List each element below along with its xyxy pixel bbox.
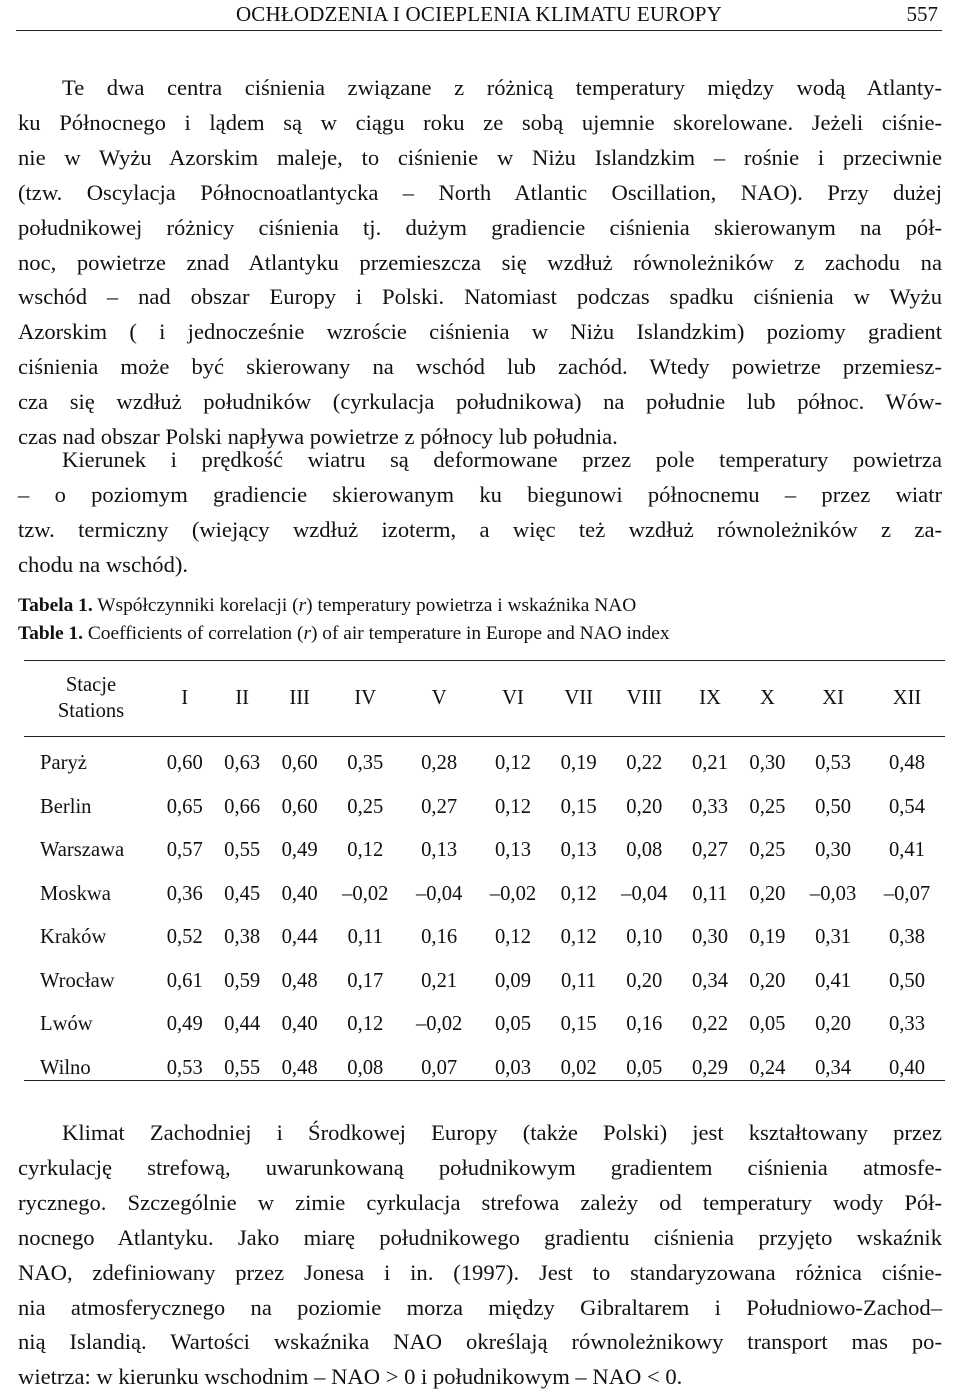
month-header: IV — [354, 686, 377, 709]
correlation-value: 0,16 — [421, 926, 458, 949]
correlation-value: 0,07 — [421, 1056, 458, 1079]
table-header-row — [26, 662, 944, 734]
month-header: V — [431, 686, 447, 709]
correlation-value: 0,44 — [281, 926, 318, 949]
correlation-value: 0,22 — [626, 752, 663, 775]
text-line: nia atmosferycznego na poziomie morza między Gibraltarem i Południowo-Zachod– — [18, 1294, 942, 1320]
correlation-value: 0,30 — [815, 839, 852, 862]
correlation-value: 0,36 — [166, 882, 203, 905]
correlation-value: 0,50 — [815, 795, 852, 818]
correlation-value: 0,13 — [421, 839, 458, 862]
correlation-value: 0,12 — [494, 752, 532, 775]
text-line: (tzw. Oscylacja Północnoatlantycka – North Atlantic Oscillation, NAO). Przy dużej — [18, 179, 942, 205]
text-line: noc, powietrze znad Atlantyku przemieszcza się wzdłuż równoleżników z zachodu na — [18, 249, 942, 275]
correlation-value: 0,40 — [281, 882, 318, 905]
correlation-value: 0,19 — [560, 752, 597, 775]
station-name: Warszawa — [40, 839, 125, 862]
correlation-value: 0,27 — [691, 839, 728, 862]
correlation-value: 0,21 — [691, 752, 728, 775]
caption-label-en: Table 1. — [18, 623, 84, 644]
correlation-value: –0,02 — [489, 882, 537, 905]
correlation-value: 0,48 — [281, 969, 318, 992]
caption-symbol-en: r — [303, 623, 311, 644]
correlation-value: 0,31 — [815, 926, 852, 949]
correlation-value: 0,20 — [749, 969, 786, 992]
correlation-value: 0,22 — [691, 1013, 728, 1036]
correlation-value: 0,25 — [347, 795, 384, 818]
correlation-value: 0,50 — [888, 969, 926, 992]
correlation-value: 0,61 — [166, 969, 203, 992]
correlation-value: –0,04 — [621, 882, 668, 905]
table-row — [26, 960, 944, 1004]
caption-symbol-pl: r — [298, 595, 307, 616]
correlation-value: 0,41 — [815, 969, 852, 992]
correlation-value: –0,04 — [415, 882, 463, 905]
correlation-value: 0,53 — [815, 752, 852, 775]
correlation-value: 0,34 — [691, 969, 728, 992]
station-column-header — [26, 662, 156, 734]
correlation-value: 0,13 — [560, 839, 597, 862]
month-header: X — [759, 686, 775, 709]
correlation-value: 0,44 — [224, 1013, 261, 1036]
correlation-value: 0,40 — [888, 1056, 926, 1079]
table-top-rule — [24, 660, 945, 661]
text-line: południkowej różnicy ciśnienia tj. dużym gradiencie ciśnienia skierowanym na pół- — [18, 214, 942, 240]
text-line: tzw. termiczny (wiejący wzdłuż izoterm, a więc też wzdłuż równoleżników z za- — [18, 516, 942, 542]
correlation-value: 0,25 — [749, 839, 786, 862]
correlation-value: 0,55 — [224, 1056, 261, 1079]
correlation-value: 0,12 — [494, 926, 532, 949]
correlation-value: 0,05 — [626, 1056, 663, 1079]
text-line: Azorskim ( i jednocześnie wzroście ciśnienia w Niżu Islandzkim) poziomy gradient — [18, 319, 942, 345]
correlation-value: 0,20 — [626, 969, 663, 992]
correlation-value: 0,63 — [224, 752, 261, 775]
month-header: VIII — [626, 686, 663, 709]
correlation-value: –0,03 — [809, 882, 857, 905]
correlation-value: 0,12 — [347, 1013, 384, 1036]
correlation-value: 0,66 — [224, 795, 261, 818]
correlation-value: 0,60 — [281, 752, 318, 775]
station-name: Moskwa — [40, 882, 111, 905]
correlation-value: 0,29 — [691, 1056, 728, 1079]
correlation-value: 0,15 — [560, 795, 597, 818]
correlation-value: 0,19 — [749, 926, 786, 949]
month-header: IX — [699, 686, 721, 709]
correlation-value: 0,09 — [494, 969, 532, 992]
text-line: cyrkulację strefową, uwarunkowaną południkowym gradientem ciśnienia atmosfe- — [18, 1154, 942, 1180]
month-header: VI — [502, 686, 524, 709]
correlation-value: 0,52 — [166, 926, 203, 949]
table-caption-pl — [18, 592, 636, 620]
month-header: III — [289, 686, 310, 709]
table-row — [26, 786, 944, 830]
caption-text-en-b: ) of air temperature in Europe and NAO index — [310, 623, 670, 644]
correlation-value: 0,49 — [166, 1013, 203, 1036]
caption-text-pl-a: Współczynniki korelacji ( — [92, 595, 299, 616]
paragraph-zonal-circulation — [18, 1116, 942, 1395]
correlation-value: 0,53 — [166, 1056, 203, 1079]
correlation-value: 0,28 — [421, 752, 458, 775]
correlation-value: 0,54 — [888, 795, 926, 818]
text-line: wschód – nad obszar Europy i Polski. Natomiast podczas spadku ciśnienia w Wyżu — [18, 284, 942, 310]
running-header — [16, 0, 942, 31]
correlation-value: 0,30 — [749, 752, 786, 775]
caption-label-pl: Tabela 1. — [18, 595, 93, 616]
correlation-value: 0,30 — [691, 926, 728, 949]
correlation-value: 0,08 — [626, 839, 663, 862]
page-number: 557 — [906, 2, 938, 26]
month-header: II — [235, 686, 250, 709]
table-body — [26, 734, 944, 1090]
correlation-value: 0,12 — [494, 795, 532, 818]
correlation-value: 0,20 — [815, 1013, 852, 1036]
text-line: ciśnienia może być skierowany na wschód lub zachód. Wtedy powietrze przemiesz- — [18, 354, 942, 380]
station-name: Kraków — [40, 926, 107, 949]
correlation-value: 0,33 — [691, 795, 728, 818]
correlation-value: 0,48 — [281, 1056, 318, 1079]
correlation-value: 0,16 — [626, 1013, 663, 1036]
correlation-value: 0,27 — [421, 795, 458, 818]
text-line: ku Północnego i lądem są w ciągu roku ze sobą ujemnie skorelowane. Jeżeli ciśnie- — [18, 109, 942, 135]
paragraph-wind-direction — [18, 443, 942, 583]
station-name: Lwów — [40, 1013, 93, 1036]
text-line: – o poziomym gradiencie skierowanym ku biegunowi północnemu – przez wiatr — [18, 481, 942, 507]
table-row — [26, 873, 944, 917]
station-name: Wrocław — [40, 969, 115, 992]
correlation-value: 0,49 — [281, 839, 318, 862]
text-line: chodu na wschód). — [18, 551, 189, 577]
table-caption-en — [18, 620, 670, 648]
correlation-value: 0,21 — [421, 969, 458, 992]
correlation-value: 0,20 — [749, 882, 786, 905]
station-name: Wilno — [40, 1056, 91, 1079]
correlation-value: 0,34 — [815, 1056, 852, 1079]
station-header-pl: Stacje — [65, 674, 117, 696]
correlation-value: –0,02 — [342, 882, 389, 905]
station-name: Berlin — [40, 795, 92, 818]
text-line: Kierunek i prędkość wiatru są deformowane przez pole temperatury powietrza — [62, 447, 942, 472]
month-header: XII — [892, 686, 922, 709]
correlation-value: 0,11 — [692, 882, 728, 905]
correlation-value: 0,10 — [626, 926, 663, 949]
paragraph-nao-pressure — [18, 71, 942, 455]
correlation-value: 0,05 — [494, 1013, 532, 1036]
table-row — [26, 916, 944, 960]
text-line: czas nad obszar Polski napływa powietrze z północy lub południa. — [18, 424, 618, 450]
correlation-value: 0,11 — [561, 969, 597, 992]
running-title: OCHŁODZENIA I OCIEPLENIA KLIMATU EUROPY — [235, 2, 723, 26]
correlation-value: 0,65 — [166, 795, 203, 818]
correlation-value: 0,57 — [166, 839, 203, 862]
month-header: VII — [564, 686, 593, 709]
table-row — [26, 734, 944, 786]
correlation-value: 0,24 — [749, 1056, 786, 1079]
correlation-table — [26, 662, 944, 1090]
caption-text-en-a: Coefficients of correlation ( — [83, 623, 304, 644]
text-line: cza się wzdłuż południków (cyrkulacja południkowa) na południe lub północ. Wów- — [18, 389, 942, 415]
correlation-value: 0,05 — [749, 1013, 786, 1036]
correlation-value: 0,12 — [347, 839, 384, 862]
text-line: Klimat Zachodniej i Środkowej Europy (także Polski) jest kształtowany przez — [62, 1120, 942, 1145]
correlation-value: 0,55 — [224, 839, 261, 862]
correlation-value: 0,45 — [224, 882, 261, 905]
correlation-value: 0,60 — [166, 752, 203, 775]
correlation-value: 0,15 — [560, 1013, 597, 1036]
text-line: nią Islandią. Wartości wskaźnika NAO określają równoleżnikowy transport mas po- — [18, 1329, 942, 1355]
correlation-value: 0,41 — [888, 839, 926, 862]
text-line: nie w Wyżu Azorskim maleje, to ciśnienie w Niżu Islandzkim – rośnie i przeciwnie — [18, 144, 942, 170]
correlation-value: 0,59 — [224, 969, 261, 992]
correlation-value: –0,02 — [415, 1013, 463, 1036]
station-name: Paryż — [40, 752, 87, 775]
correlation-value: 0,38 — [224, 926, 261, 949]
text-line: rycznego. Szczególnie w zimie cyrkulacja strefowa zależy od temperatury wody Pół- — [18, 1189, 942, 1215]
correlation-value: 0,12 — [560, 882, 597, 905]
correlation-value: 0,11 — [347, 926, 383, 949]
correlation-value: 0,33 — [888, 1013, 926, 1036]
text-line: Te dwa centra ciśnienia związane z różnicą temperatury między wodą Atlanty- — [62, 75, 942, 100]
correlation-value: 0,17 — [347, 969, 384, 992]
text-line: nocnego Atlantyku. Jako miarę południkowego gradientu ciśnienia przyjęto wskaźnik — [18, 1224, 942, 1250]
table-row — [26, 1003, 944, 1047]
month-header: I — [181, 686, 189, 709]
correlation-value: 0,20 — [626, 795, 663, 818]
table-row — [26, 1047, 944, 1091]
correlation-value: 0,35 — [347, 752, 384, 775]
caption-text-pl-b: ) temperatury powietrza i wskaźnika NAO — [306, 595, 637, 616]
text-line: wietrza: w kierunku wschodnim – NAO > 0 i południkowym – NAO < 0. — [18, 1364, 683, 1390]
correlation-value: 0,12 — [560, 926, 597, 949]
correlation-value: 0,02 — [560, 1056, 597, 1079]
correlation-value: 0,38 — [888, 926, 926, 949]
month-header: XI — [822, 686, 844, 709]
table-row — [26, 829, 944, 873]
correlation-value: 0,48 — [888, 752, 926, 775]
correlation-value: –0,07 — [883, 882, 931, 905]
correlation-value: 0,13 — [494, 839, 532, 862]
correlation-value: 0,08 — [347, 1056, 384, 1079]
station-header-en: Stations — [57, 700, 125, 722]
correlation-value: 0,60 — [281, 795, 318, 818]
correlation-value: 0,25 — [749, 795, 786, 818]
text-line: NAO, zdefiniowany przez Jonesa i in. (1997). Jest to standaryzowana różnica ciśnie- — [18, 1259, 942, 1285]
correlation-value: 0,03 — [494, 1056, 532, 1079]
correlation-value: 0,40 — [281, 1013, 318, 1036]
